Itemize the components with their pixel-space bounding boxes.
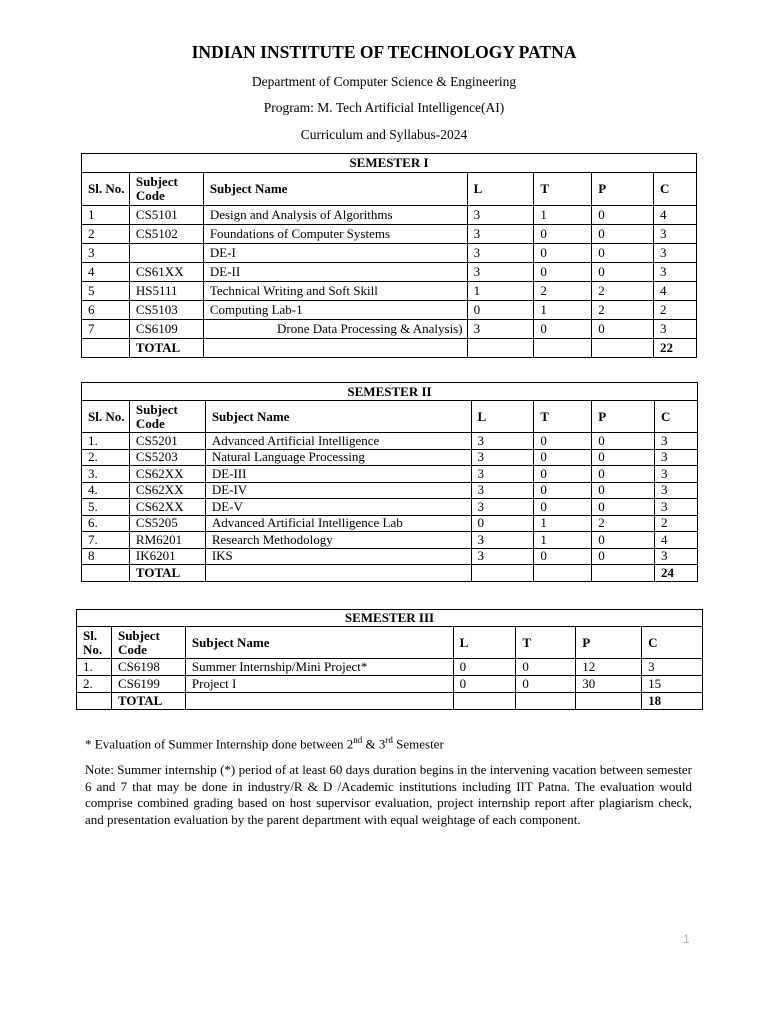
cell-t: 0 [516,659,576,676]
cell-p: 0 [592,532,655,549]
col-p: P [592,173,654,206]
table-row [82,206,697,225]
table-row [82,301,697,320]
cell-p: 0 [592,263,654,282]
cell-t: 0 [534,433,592,450]
table-header-row [82,401,698,433]
cell-t: 0 [534,482,592,499]
table-row [77,659,703,676]
semester-title: SEMESTER II [82,383,698,401]
cell-p: 0 [592,466,655,483]
cell-name: Foundations of Computer Systems [203,225,467,244]
cell-l: 3 [467,320,534,339]
cell-p: 0 [592,206,654,225]
cell-sl: 3 [82,244,130,263]
cell-t: 1 [534,515,592,532]
cell-l: 3 [471,466,534,483]
table-row [82,515,698,532]
cell-p: 0 [592,433,655,450]
cell-p: 0 [592,482,655,499]
cell-code: CS5203 [129,449,205,466]
curriculum-line: Curriculum and Syllabus-2024 [300,127,468,142]
semester-1-table [81,153,697,358]
col-c: C [654,173,697,206]
total-label: TOTAL [129,565,205,582]
cell-p: 0 [592,449,655,466]
cell-name: DE-IV [205,482,471,499]
col-l: L [453,627,516,659]
cell-code: CS61XX [129,263,203,282]
cell-name: DE-III [205,466,471,483]
cell-sl: 2. [82,449,130,466]
internship-note: Note: Summer internship (*) period of at least 60 days duration begins in the intervening vacation between semester 6 and 7 that may be done in industry/R & D /Academic institutions including IIT Patna. The evaluation would comprise combined grading based on host supervisor evaluation, project internship report after plagiarism check, and presentation evaluation by the parent department with equal weightage of each component. [85,762,692,827]
cell-p: 12 [576,659,642,676]
table-row [82,482,698,499]
table-row [82,532,698,549]
total-label: TOTAL [111,693,185,710]
table-header-row [77,627,703,659]
table-header-row [82,173,697,206]
cell-code: CS6109 [129,320,203,339]
cell-l: 3 [467,263,534,282]
footnote-suffix: Semester [392,736,444,752]
cell-p: 0 [592,548,655,565]
cell-c: 3 [654,244,697,263]
cell-code: CS62XX [129,482,205,499]
total-row [82,565,698,582]
cell-name: Project I [185,676,453,693]
col-name: Subject Name [205,401,471,433]
table-row [82,320,697,339]
cell-t: 0 [534,320,592,339]
table-row [82,282,697,301]
cell-p: 0 [592,499,655,516]
cell-sl: 5. [82,499,130,516]
cell-c: 3 [642,659,703,676]
col-name: Subject Name [203,173,467,206]
cell-name: Computing Lab-1 [203,301,467,320]
program-line: Program: M. Tech Artificial Intelligence(AI) [263,100,505,115]
col-c: C [642,627,703,659]
cell-code: CS62XX [129,466,205,483]
cell-sl: 5 [82,282,130,301]
cell-p: 0 [592,225,654,244]
cell-l: 3 [471,499,534,516]
cell-c: 4 [654,282,697,301]
cell-l: 3 [467,225,534,244]
cell-t: 1 [534,206,592,225]
total-credits: 22 [654,339,697,358]
footnote-sup-nd: nd [353,735,363,745]
cell-l: 3 [467,244,534,263]
cell-code: CS6198 [111,659,185,676]
cell-name: IKS [205,548,471,565]
cell-c: 3 [655,499,698,516]
cell-sl: 3. [82,466,130,483]
cell-l: 0 [453,676,516,693]
cell-l: 0 [471,515,534,532]
col-t: T [534,401,592,433]
cell-c: 3 [654,225,697,244]
cell-sl: 7. [82,532,130,549]
cell-l: 1 [467,282,534,301]
cell-t: 2 [534,282,592,301]
cell-t: 0 [534,225,592,244]
cell-c: 3 [655,482,698,499]
footnote-sup-rd: rd [385,735,393,745]
cell-t: 0 [534,548,592,565]
col-sl: Sl. No. [82,401,130,433]
cell-sl: 1 [82,206,130,225]
col-p: P [576,627,642,659]
cell-name: Advanced Artificial Intelligence [205,433,471,450]
table-row [82,449,698,466]
department-line: Department of Computer Science & Engineering [251,74,517,89]
cell-code: CS62XX [129,499,205,516]
col-code: Subject Code [111,627,185,659]
cell-p: 2 [592,301,654,320]
cell-name: Drone Data Processing & Analysis) [203,320,467,339]
cell-sl: 7 [82,320,130,339]
table-row [82,225,697,244]
col-t: T [534,173,592,206]
cell-code: CS6199 [111,676,185,693]
cell-name: Technical Writing and Soft Skill [203,282,467,301]
cell-code: CS5102 [129,225,203,244]
cell-name: Design and Analysis of Algorithms [203,206,467,225]
cell-c: 2 [654,301,697,320]
semester-title: SEMESTER I [82,154,697,173]
col-t: T [516,627,576,659]
table-row [82,548,698,565]
table-row [77,676,703,693]
cell-l: 0 [467,301,534,320]
total-row [77,693,703,710]
page-number: 1 [683,932,690,946]
cell-c: 15 [642,676,703,693]
cell-sl: 4. [82,482,130,499]
semester-2-table [81,382,698,582]
cell-t: 0 [534,244,592,263]
total-credits: 18 [642,693,703,710]
cell-name: Advanced Artificial Intelligence Lab [205,515,471,532]
cell-code: CS5205 [129,515,205,532]
total-row [82,339,697,358]
cell-sl: 1. [82,433,130,450]
cell-name: DE-II [203,263,467,282]
table-row [82,466,698,483]
table-row [82,499,698,516]
col-sl: Sl. No. [77,627,112,659]
footnote [85,735,444,752]
cell-l: 3 [471,482,534,499]
cell-p: 2 [592,515,655,532]
cell-t: 0 [534,449,592,466]
cell-l: 0 [453,659,516,676]
cell-c: 3 [654,263,697,282]
cell-c: 4 [655,532,698,549]
cell-l: 3 [471,433,534,450]
cell-c: 3 [654,320,697,339]
cell-sl: 6. [82,515,130,532]
cell-l: 3 [467,206,534,225]
cell-p: 30 [576,676,642,693]
cell-t: 0 [534,499,592,516]
table-row [82,244,697,263]
cell-code: CS5101 [129,206,203,225]
cell-p: 0 [592,244,654,263]
cell-name: Natural Language Processing [205,449,471,466]
cell-c: 3 [655,433,698,450]
page-title: INDIAN INSTITUTE OF TECHNOLOGY PATNA [191,42,577,62]
cell-sl: 1. [77,659,112,676]
footnote-prefix: * Evaluation of Summer Internship done between 2 [85,736,354,752]
cell-sl: 8 [82,548,130,565]
cell-sl: 4 [82,263,130,282]
table-row [82,433,698,450]
cell-t: 0 [534,466,592,483]
col-sl: Sl. No. [82,173,130,206]
cell-sl: 6 [82,301,130,320]
cell-code: RM6201 [129,532,205,549]
total-label: TOTAL [129,339,203,358]
table-row [82,263,697,282]
cell-t: 1 [534,301,592,320]
cell-c: 4 [654,206,697,225]
cell-t: 1 [534,532,592,549]
semester-3-table [76,609,703,710]
cell-l: 3 [471,532,534,549]
col-code: Subject Code [129,401,205,433]
col-l: L [471,401,534,433]
cell-code: IK6201 [129,548,205,565]
col-name: Subject Name [185,627,453,659]
cell-code: HS5111 [129,282,203,301]
col-c: C [655,401,698,433]
cell-c: 3 [655,466,698,483]
semester-title: SEMESTER III [77,610,703,627]
cell-name: Summer Internship/Mini Project* [185,659,453,676]
col-code: Subject Code [129,173,203,206]
cell-l: 3 [471,449,534,466]
cell-code: CS5201 [129,433,205,450]
cell-t: 0 [534,263,592,282]
cell-sl: 2 [82,225,130,244]
cell-c: 3 [655,449,698,466]
cell-c: 3 [655,548,698,565]
footnote-middle: & 3 [362,736,386,752]
cell-name: DE-I [203,244,467,263]
cell-c: 2 [655,515,698,532]
cell-name: Research Methodology [205,532,471,549]
cell-l: 3 [471,548,534,565]
col-l: L [467,173,534,206]
cell-code: CS5103 [129,301,203,320]
col-p: P [592,401,655,433]
cell-code [129,244,203,263]
cell-p: 0 [592,320,654,339]
cell-name: DE-V [205,499,471,516]
cell-t: 0 [516,676,576,693]
total-credits: 24 [655,565,698,582]
cell-p: 2 [592,282,654,301]
cell-sl: 2. [77,676,112,693]
